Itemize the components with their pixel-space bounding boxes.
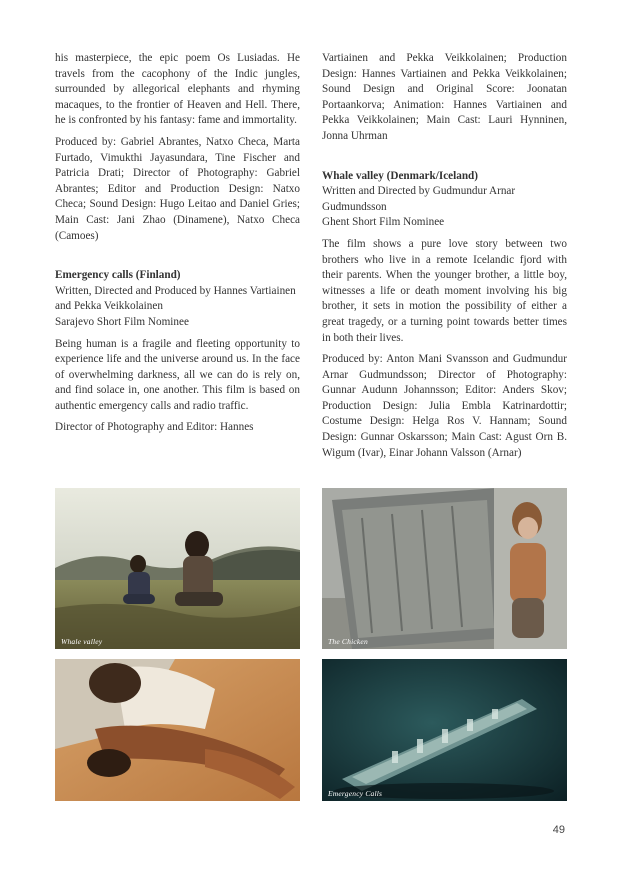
film-credits-line: Written, Directed and Produced by Hannes Vartiainen and Pekka Veikkolainen <box>55 284 296 313</box>
left-column <box>55 51 300 442</box>
page-number: 49 <box>552 824 565 836</box>
film-nominee: Ghent Short Film Nominee <box>322 216 445 229</box>
film-credits-start: Director of Photography and Editor: Hannes <box>55 421 254 434</box>
film-credits: Produced by: Anton Mani Svansson and Gudmundur Arnar Gudmundsson; Director of Photography: Gunnar Audunn Johannsson; Editor: Anders Skov; Production Design: Julia Embla Katrinardottir; Costume Design: Helga Ros V. Hannam; Sound Design: Gunnar Oskarsson; Main Cast: Agust Orn B. Wigum (Ivar), Einar Johann Valsson (Arnar) <box>322 353 567 459</box>
photo-caption: Whale valley <box>61 637 103 646</box>
photo-caption: Emergency Calls <box>328 789 383 798</box>
film-synopsis: The film shows a pure love story between two brothers who live in a remote Icelandic fjord with their parents. When the younger brother, a little boy, witnesses a life or death moment involving his big brother, it sets in motion the possibility of either a great tragedy, or a turning point towards better times in both their lives. <box>322 237 567 344</box>
film-title-emergency-calls: Emergency calls (Finland) <box>55 269 181 282</box>
film-synopsis: Being human is a fragile and fleeting opportunity to experience life and the universe around us. In the face of overwhelming darkness, all we can do is rely on, and find solace in, one another. This film is based on authentic emergency calls and radio traffic. <box>55 337 300 412</box>
credits-continued: Vartiainen and Pekka Veikkolainen; Production Design: Hannes Vartiainen and Pekka Veikkolainen; Sound Design and Original Score: Joonatan Portaankorva; Animation: Hannes Vartiainen and Pekka Veikkolainen; Main Cast: Lauri Hynninen, Jonna Uhrman <box>322 52 567 142</box>
right-column <box>322 51 567 467</box>
photo-caption: The Chicken <box>328 637 368 646</box>
photo-the-chicken <box>322 488 567 649</box>
photo-sand-scene <box>55 659 300 801</box>
photo-emergency-calls <box>322 659 567 801</box>
film-title-whale-valley: Whale valley (Denmark/Iceland) <box>322 169 478 182</box>
credits-paragraph: Produced by: Gabriel Abrantes, Natxo Checa, Marta Furtado, Vimukthi Jayasundara, Tine Fischer and Patricia Drati; Director of Photography: Gabriel Abrantes; Editor and Production Design: Natxo Checa; Sound Design: Hugo Leitao and Daniel Gries; Main Cast: Jani Zhao (Dinamene), Natxo Checa (Camoes) <box>55 135 300 242</box>
photo-whale-valley <box>55 488 300 649</box>
film-nominee: Sarajevo Short Film Nominee <box>55 315 189 328</box>
intro-paragraph: his masterpiece, the epic poem Os Lusiadas. He travels from the cacophony of the Indic jungles, surrounded by allegorical elephants and rhyming macaques, to the frontier of Heaven and Hell. There, he is confronted by his fantasy: fame and immortality. <box>55 52 300 127</box>
film-credits-line: Written and Directed by Gudmundur Arnar Gudmundsson <box>322 185 516 213</box>
